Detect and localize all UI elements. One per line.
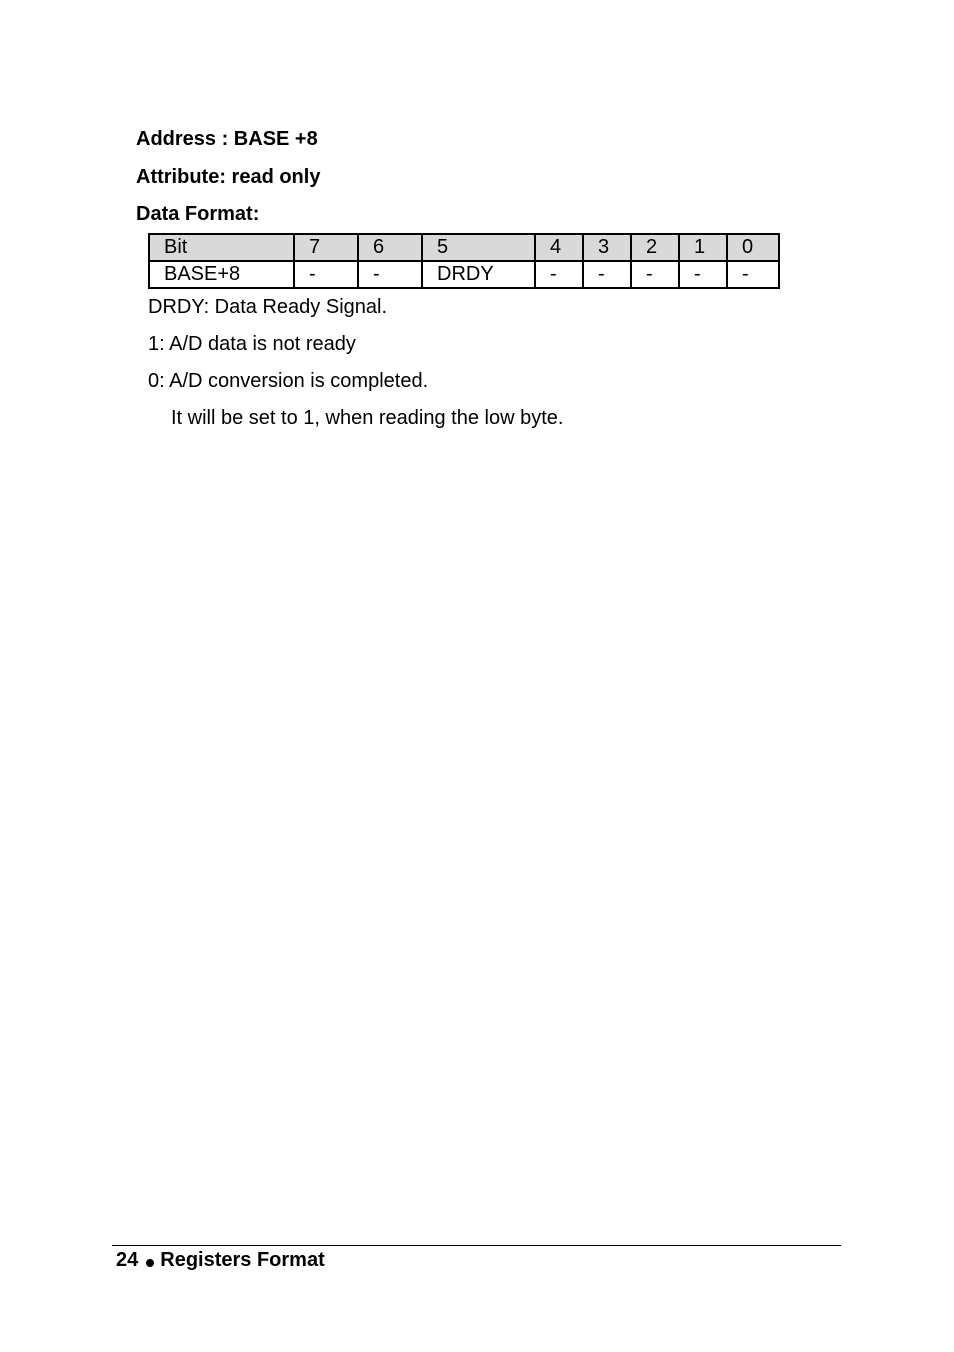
register-format-table [148, 233, 780, 289]
attribute-heading: Attribute: read only [136, 166, 321, 188]
footer-section-title: Registers Format [160, 1249, 325, 1271]
header-cell: 7 [294, 234, 358, 261]
header-cell: Bit [149, 234, 294, 261]
table-cell: - [679, 261, 727, 288]
table-cell: - [727, 261, 779, 288]
reset-note: It will be set to 1, when reading the low byte. [171, 407, 564, 429]
address-heading: Address : BASE +8 [136, 128, 318, 150]
header-cell: 0 [727, 234, 779, 261]
table-cell: DRDY [422, 261, 535, 288]
table-cell: - [535, 261, 583, 288]
header-cell: 6 [358, 234, 422, 261]
data-format-heading: Data Format: [136, 203, 260, 225]
drdy-description: DRDY: Data Ready Signal. [148, 296, 388, 318]
header-cell: 4 [535, 234, 583, 261]
table-cell: BASE+8 [149, 261, 294, 288]
table-header-row [149, 234, 779, 261]
table-row [149, 261, 779, 288]
header-cell: 1 [679, 234, 727, 261]
footer-divider [112, 1245, 841, 1246]
header-cell: 5 [422, 234, 535, 261]
table-cell: - [631, 261, 679, 288]
bullet-icon [146, 1259, 154, 1267]
header-cell: 2 [631, 234, 679, 261]
page-footer [116, 1248, 325, 1272]
state-one-description: 1: A/D data is not ready [148, 333, 356, 355]
header-cell: 3 [583, 234, 631, 261]
page-number: 24 [116, 1249, 139, 1271]
state-zero-description: 0: A/D conversion is completed. [148, 370, 429, 392]
table-cell: - [583, 261, 631, 288]
table-cell: - [294, 261, 358, 288]
table-cell: - [358, 261, 422, 288]
